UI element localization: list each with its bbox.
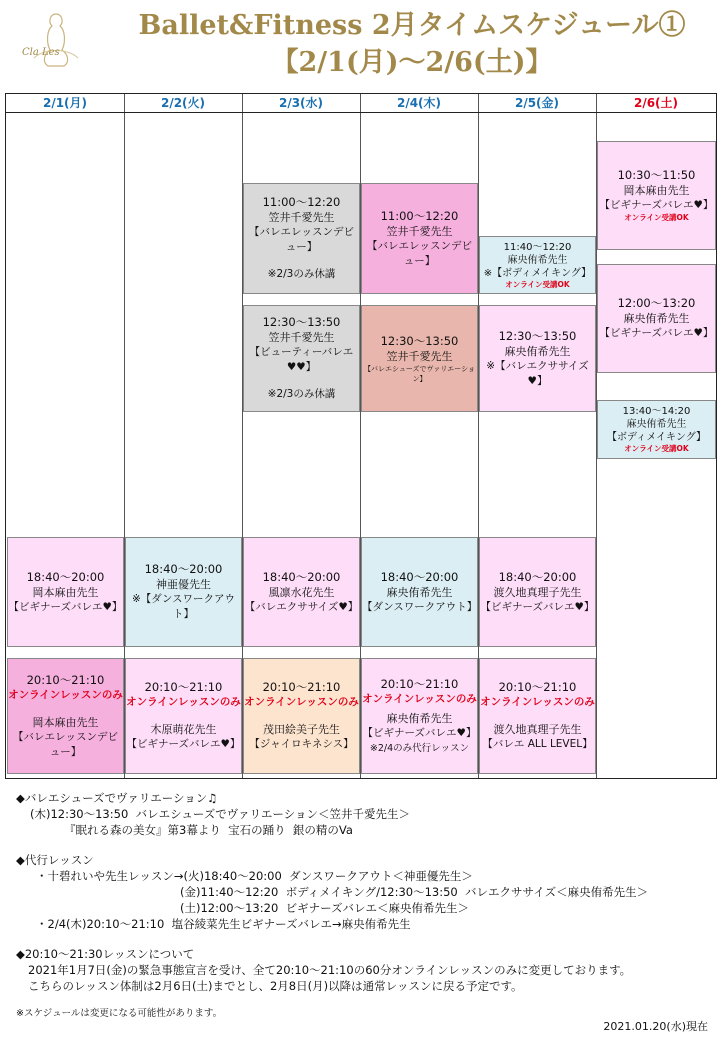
lesson-time: 18:40～20:00 [144, 562, 223, 576]
lesson-cell[interactable] [479, 236, 596, 294]
lesson-teacher: 風凛水花先生 [268, 585, 335, 599]
lesson-cell[interactable] [361, 305, 478, 412]
lesson-teacher: 笠井千愛先生 [268, 211, 335, 224]
note-variation-heading: ◆バレエシューズでヴァリエーション♫ [16, 791, 218, 805]
lesson-class: 【ジャイロキネシス】 [249, 738, 354, 750]
lesson-time: 20:10～21:10 [144, 680, 223, 694]
day-header-fri: 2/5(金) [478, 94, 596, 113]
lesson-time: 18:40～20:00 [262, 569, 341, 584]
lesson-teacher: 岡本麻由先生 [32, 585, 99, 599]
lesson-teacher: 麻央侑希先生 [623, 312, 690, 325]
lesson-cell[interactable] [243, 305, 360, 412]
note-online-line: こちらのレッスン体制は2月6日(土)までとし、2月8日(月)以降は通常レッスンに戻る予定です。 [28, 979, 523, 993]
lesson-cell[interactable] [597, 400, 716, 459]
lesson-cell[interactable] [243, 183, 360, 294]
lesson-time: 18:40～20:00 [380, 569, 459, 584]
lesson-note: ※2/4のみ代行レッスン [369, 742, 470, 754]
lesson-time: 20:10～21:10 [26, 672, 105, 687]
online-only-badge: オンラインレッスンのみ [126, 696, 241, 708]
lesson-cell[interactable] [125, 537, 242, 647]
online-only-badge: オンラインレッスンのみ [362, 692, 477, 705]
note-substitute-line: (土)12:00～13:20 ビギナーズバレエ＜麻央侑希先生＞ [180, 901, 469, 915]
lesson-class: 【バレエレッスンデビュー】 [13, 730, 118, 758]
lesson-time: 13:40～14:20 [622, 406, 691, 417]
lesson-time: 18:40～20:00 [498, 569, 577, 584]
day-header-mon: 2/1(月) [6, 94, 124, 113]
lesson-class: 【バレエレッスンデビュー】 [367, 239, 472, 267]
online-only-badge: オンラインレッスンのみ [480, 696, 595, 708]
lesson-time: 20:10～21:10 [498, 680, 577, 694]
title-line-1: Ballet&Fitness 2月タイムスケジュール① [138, 10, 686, 41]
lesson-class: 【ダンスワークアウト】 [362, 600, 478, 613]
note-substitute-line: (金)11:40～12:20 ボディメイキング/12:30～13:50 バレエクササイズ＜麻央侑希先生＞ [180, 885, 649, 899]
day-header-sat: 2/6(土) [596, 94, 716, 113]
lesson-time: 12:30～13:50 [380, 333, 459, 348]
lesson-cell[interactable] [243, 537, 360, 647]
lesson-class: 【ビューティーバレエ♥♥】 [249, 346, 354, 373]
lesson-cell[interactable] [479, 537, 596, 647]
disclaimer: ※スケジュールは変更になる可能性があります。 [16, 1008, 223, 1019]
online-ok-badge: オンライン受講OK [624, 213, 689, 222]
lesson-class: 【ビギナーズバレエ♥】 [362, 726, 477, 739]
day-header-thu: 2/4(木) [360, 94, 478, 113]
lesson-teacher: 麻央侑希先生 [626, 419, 687, 430]
note-online-line: 2021年1月7日(金)の緊急事態宣言を受け、全て20:10～21:10の60分オンラインレッスンのみに変更しております。 [28, 963, 632, 977]
note-substitute-line: ・十碧れいや先生レッスン→(火)18:40～20:00 ダンスワークアウト＜神亜優先生＞ [36, 869, 473, 883]
lesson-teacher: 笠井千愛先生 [386, 224, 453, 238]
lesson-cell[interactable] [361, 537, 478, 647]
lesson-teacher: 木原萌花先生 [150, 723, 217, 736]
logo-text: Cla Les [22, 47, 60, 58]
online-ok-badge: オンライン受講OK [624, 444, 689, 453]
lesson-cell[interactable] [597, 141, 716, 250]
lesson-time: 11:00～12:20 [262, 195, 341, 209]
lesson-note: ※2/3のみ休講 [267, 268, 336, 280]
lesson-cell[interactable] [7, 537, 124, 647]
as-of-date: 2021.01.20(水)現在 [603, 1020, 708, 1033]
lesson-teacher: 渡久地真理子先生 [493, 585, 582, 599]
note-substitute-heading: ◆代行レッスン [16, 853, 94, 867]
lesson-teacher: 茂田絵美子先生 [263, 723, 340, 736]
lesson-cell[interactable] [125, 658, 242, 774]
lesson-cell[interactable] [7, 658, 124, 774]
lesson-teacher: 岡本麻由先生 [623, 184, 690, 197]
lesson-time: 12:30～13:50 [498, 328, 577, 343]
title-line-2: 【2/1(月)～2/6(土)】 [271, 47, 553, 78]
lesson-class: 【ビギナーズバレエ♥】 [599, 199, 714, 211]
lesson-teacher: 麻央侑希先生 [386, 711, 453, 725]
lesson-cell[interactable] [361, 183, 478, 294]
lesson-teacher: 渡久地真理子先生 [493, 723, 582, 736]
lesson-teacher: 麻央侑希先生 [507, 254, 568, 266]
lesson-class: 【ビギナーズバレエ♥】 [126, 738, 241, 750]
online-only-badge: オンラインレッスンのみ [244, 696, 359, 708]
lesson-time: 12:00～13:20 [617, 296, 696, 310]
online-ok-badge: オンライン受講OK [505, 279, 570, 289]
note-variation-line: (木)12:30～13:50 バレエシューズでヴァリエーション＜笠井千愛先生＞ [30, 807, 410, 821]
lesson-time: 18:40～20:00 [26, 569, 105, 584]
note-variation-line: 『眠れる森の美女』第3幕より 宝石の踊り 銀の精のVa [64, 823, 353, 837]
lesson-teacher: 麻央侑希先生 [386, 585, 453, 599]
schedule-table [5, 93, 717, 779]
lesson-cell[interactable] [479, 305, 596, 412]
lesson-time: 11:40～12:20 [503, 241, 572, 253]
lesson-cell[interactable] [479, 658, 596, 774]
lesson-class: 【バレエシューズでヴァリエーション】 [363, 364, 476, 383]
lesson-class: 【ビギナーズバレエ♥】 [599, 327, 714, 339]
lesson-time: 20:10～21:10 [380, 676, 459, 691]
lesson-class: ※【ボディメイキング】 [483, 267, 592, 279]
lesson-class: 【ビギナーズバレエ♥】 [8, 600, 123, 613]
note-online-heading: ◆20:10～21:30レッスンについて [16, 947, 195, 961]
notes-section [16, 790, 716, 994]
lesson-time: 20:10～21:10 [262, 680, 341, 694]
lesson-class: 【バレエ ALL LEVEL】 [482, 738, 593, 750]
lesson-teacher: 笠井千愛先生 [268, 331, 335, 344]
lesson-teacher: 笠井千愛先生 [386, 349, 453, 363]
lesson-time: 11:00～12:20 [380, 208, 459, 223]
lesson-time: 10:30～11:50 [617, 168, 696, 182]
lesson-cell[interactable] [597, 264, 716, 373]
lesson-cell[interactable] [361, 658, 478, 774]
lesson-time: 12:30～13:50 [262, 315, 341, 329]
day-header-tue: 2/2(火) [124, 94, 242, 113]
lesson-class: 【ボディメイキング】 [607, 432, 706, 443]
lesson-class: ※【ダンスワークアウト】 [131, 593, 236, 620]
lesson-class: 【バレエレッスンデビュー】 [249, 226, 354, 253]
lesson-class: ※【バレエクササイズ♥】 [486, 359, 589, 387]
day-header-wed: 2/3(水) [242, 94, 360, 113]
lesson-class: 【ビギナーズバレエ♥】 [480, 600, 595, 613]
lesson-teacher: 神亜優先生 [156, 578, 211, 591]
note-substitute-line: ・2/4(木)20:10～21:10 塩谷綾菜先生ビギナーズバレエ→麻央侑希先生 [36, 917, 411, 931]
online-only-badge: オンラインレッスンのみ [8, 688, 123, 701]
lesson-class: 【バレエクササイズ♥】 [244, 600, 359, 613]
logo-graphic [14, 8, 98, 82]
lesson-teacher: 麻央侑希先生 [504, 344, 571, 358]
lesson-teacher: 岡本麻由先生 [32, 715, 99, 729]
lesson-note: ※2/3のみ休講 [267, 388, 336, 400]
lesson-cell[interactable] [243, 658, 360, 774]
page-title [112, 8, 712, 82]
